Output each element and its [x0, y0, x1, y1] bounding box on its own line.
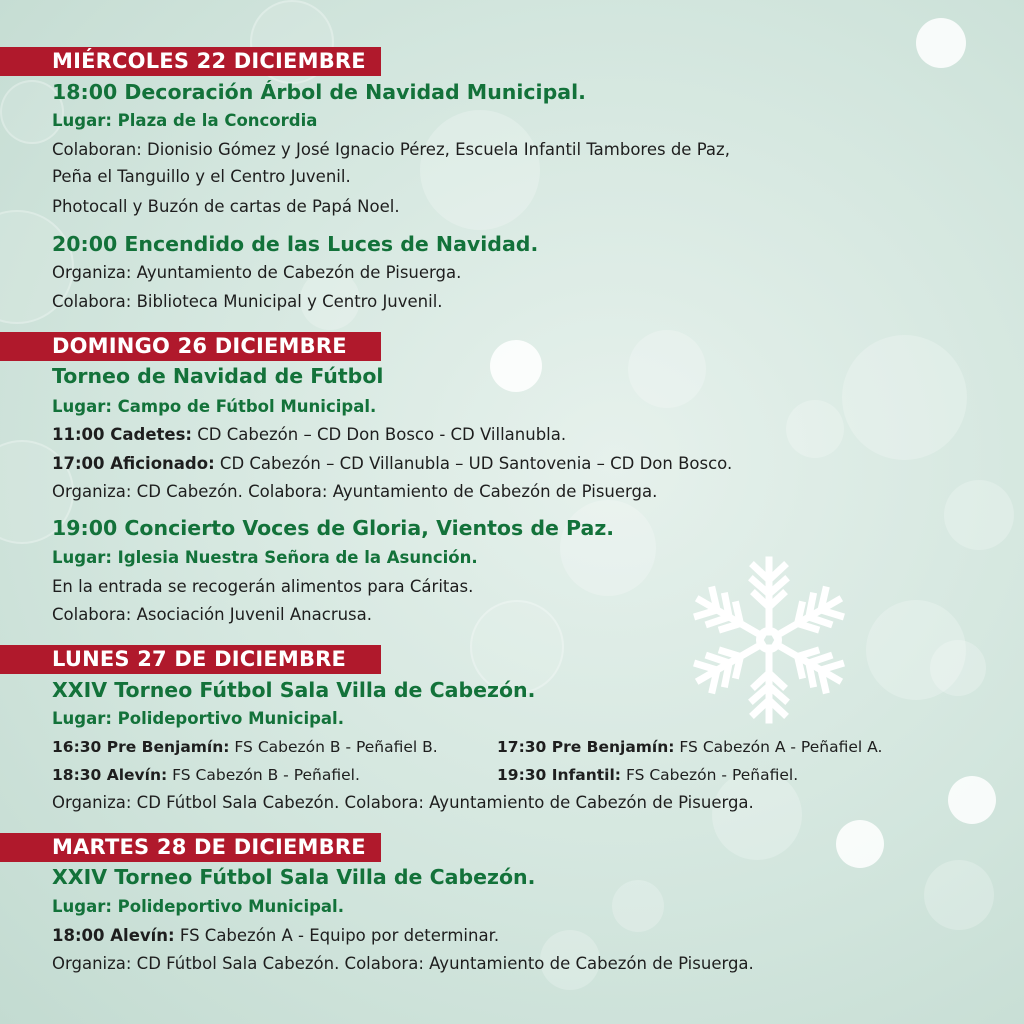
match-time-category: 19:30 Infantil: — [497, 766, 622, 784]
event-location: Lugar: Plaza de la Concordia — [52, 111, 318, 130]
event-detail: Organiza: CD Cabezón. Colabora: Ayuntamiento de Cabezón de Pisuerga. — [52, 482, 658, 501]
bokeh-dot — [944, 480, 1014, 550]
event-detail: En la entrada se recogerán alimentos para Cáritas. — [52, 577, 474, 596]
match-teams: CD Cabezón – CD Villanubla – UD Santovenia – CD Don Bosco. — [214, 454, 733, 473]
day-header: MARTES 28 DE DICIEMBRE — [0, 833, 381, 862]
match-teams: FS Cabezón B - Peñafiel. — [167, 766, 360, 784]
event-detail: Colabora: Biblioteca Municipal y Centro Juvenil. — [52, 292, 443, 311]
bokeh-dot — [836, 820, 884, 868]
match-line — [497, 736, 882, 758]
match-line — [497, 764, 798, 786]
match-teams: FS Cabezón A - Peñafiel A. — [674, 738, 883, 756]
bokeh-dot — [420, 110, 540, 230]
match-time-category: 11:00 Cadetes: — [52, 425, 193, 444]
match-teams: CD Cabezón – CD Don Bosco - CD Villanubla. — [192, 425, 567, 444]
match-line — [52, 764, 360, 786]
bokeh-dot — [786, 400, 844, 458]
event-title: 18:00 Decoración Árbol de Navidad Municipal. — [52, 80, 586, 104]
match-time-category: 17:00 Aficionado: — [52, 454, 215, 473]
match-time-category: 18:30 Alevín: — [52, 766, 168, 784]
event-title: Torneo de Navidad de Fútbol — [52, 364, 384, 388]
match-teams: FS Cabezón A - Equipo por determinar. — [174, 926, 500, 945]
event-location: Lugar: Iglesia Nuestra Señora de la Asunción. — [52, 548, 478, 567]
day-header: DOMINGO 26 DICIEMBRE — [0, 332, 381, 361]
snowflake-icon — [683, 556, 855, 724]
bokeh-dot — [948, 776, 996, 824]
bokeh-dot — [628, 330, 706, 408]
bokeh-dot — [924, 860, 994, 930]
event-detail: Organiza: CD Fútbol Sala Cabezón. Colabora: Ayuntamiento de Cabezón de Pisuerga. — [52, 793, 754, 812]
match-line — [52, 925, 499, 947]
bokeh-dot — [612, 880, 664, 932]
day-header: MIÉRCOLES 22 DICIEMBRE — [0, 47, 381, 76]
event-title: XXIV Torneo Fútbol Sala Villa de Cabezón. — [52, 678, 536, 702]
event-location: Lugar: Polideportivo Municipal. — [52, 709, 344, 728]
day-header: LUNES 27 DE DICIEMBRE — [0, 645, 381, 674]
bokeh-dot — [490, 340, 542, 392]
event-detail: Photocall y Buzón de cartas de Papá Noel. — [52, 197, 400, 216]
bokeh-dot — [916, 18, 966, 68]
event-detail: Colabora: Asociación Juvenil Anacrusa. — [52, 605, 373, 624]
event-title: 20:00 Encendido de las Luces de Navidad. — [52, 232, 539, 256]
bokeh-dot — [930, 640, 986, 696]
match-line — [52, 736, 438, 758]
bokeh-dot — [842, 335, 967, 460]
match-line — [52, 453, 732, 475]
match-teams: FS Cabezón - Peñafiel. — [621, 766, 799, 784]
match-time-category: 16:30 Pre Benjamín: — [52, 738, 230, 756]
event-detail: Colaboran: Dionisio Gómez y José Ignacio Pérez, Escuela Infantil Tambores de Paz, — [52, 140, 730, 159]
match-teams: FS Cabezón B - Peñafiel B. — [229, 738, 438, 756]
event-location: Lugar: Polideportivo Municipal. — [52, 897, 344, 916]
match-time-category: 18:00 Alevín: — [52, 926, 175, 945]
event-title: XXIV Torneo Fútbol Sala Villa de Cabezón. — [52, 865, 536, 889]
match-line — [52, 424, 566, 446]
match-time-category: 17:30 Pre Benjamín: — [497, 738, 675, 756]
event-location: Lugar: Campo de Fútbol Municipal. — [52, 397, 377, 416]
event-title: 19:00 Concierto Voces de Gloria, Vientos de Paz. — [52, 516, 615, 540]
event-detail: Organiza: Ayuntamiento de Cabezón de Pisuerga. — [52, 263, 462, 282]
event-detail: Peña el Tanguillo y el Centro Juvenil. — [52, 167, 351, 186]
event-detail: Organiza: CD Fútbol Sala Cabezón. Colabora: Ayuntamiento de Cabezón de Pisuerga. — [52, 954, 754, 973]
